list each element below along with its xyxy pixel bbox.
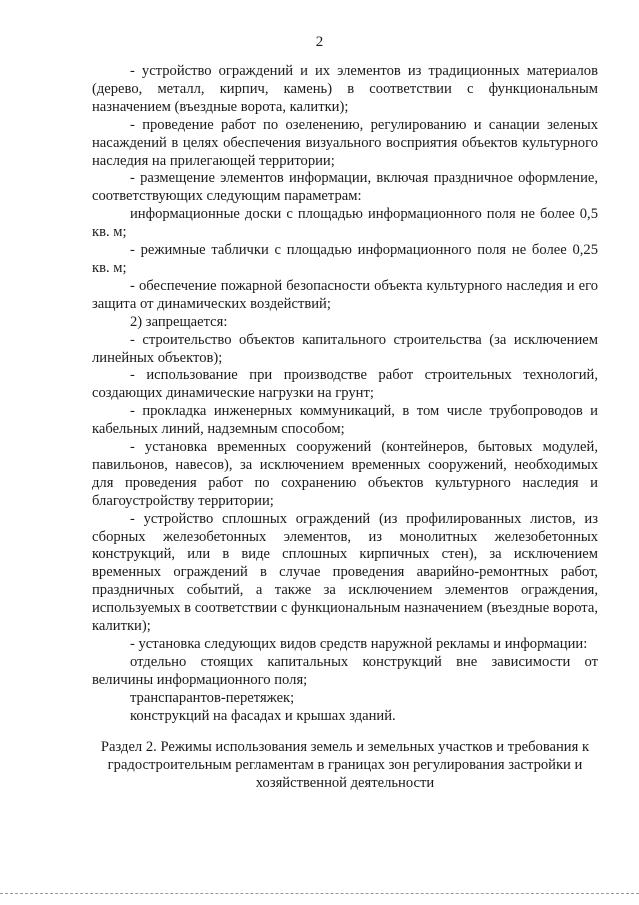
paragraph: - режимные таблички с площадью информационного поля не более 0,25 кв. м;	[92, 242, 598, 276]
paragraph: - прокладка инженерных коммуникаций, в том числе трубопроводов и кабельных линий, надземным способом;	[92, 403, 598, 438]
paragraph: отдельно стоящих капитальных конструкций вне зависимости от величины информационного поля;	[92, 653, 598, 688]
document-body	[92, 63, 598, 726]
paragraph: 2) запрещается:	[130, 313, 228, 330]
paragraph: - строительство объектов капитального строительства (за исключением линейных объектов);	[92, 331, 598, 366]
section-title: Раздел 2. Режимы использования земель и земельных участков и требования к градостроительным регламентам в границах зон регулирования застройки и хозяйственной деятельности	[100, 739, 590, 791]
page-bottom-edge	[0, 893, 639, 894]
paragraph: - обеспечение пожарной безопасности объекта культурного наследия и его защита от динамических воздействий;	[92, 277, 598, 312]
page-number: 2	[315, 34, 324, 50]
paragraph: конструкций на фасадах и крышах зданий.	[130, 707, 396, 724]
paragraph: - устройство ограждений и их элементов из традиционных материалов (дерево, металл, кирпич, камень) в соответствии с функциональным назначением (въездные ворота, калитки);	[92, 63, 598, 115]
paragraph: - проведение работ по озеленению, регулированию и санации зеленых насаждений в целях обеспечения визуального восприятия объектов культурного наследия на прилегающей территории;	[92, 116, 598, 169]
paragraph: информационные доски с площадью информационного поля не более 0,5 кв. м;	[92, 206, 598, 241]
paragraph: - установка следующих видов средств наружной рекламы и информации:	[130, 636, 588, 652]
paragraph: - установка временных сооружений (контейнеров, бытовых модулей, павильонов, навесов), за исключением временных сооружений, необходимых для проведения работ по сохранению объектов культурного наследия и благоустройству территории;	[92, 439, 598, 509]
paragraph: транспарантов-перетяжек;	[130, 689, 295, 706]
paragraph: - размещение элементов информации, включая праздничное оформление, соответствующих следующим параметрам:	[92, 170, 598, 205]
paragraph: - использование при производстве работ строительных технологий, создающих динамические нагрузки на грунт;	[92, 367, 598, 402]
paragraph: - устройство сплошных ограждений (из профилированных листов, из сборных железобетонных элементов, из монолитных железобетонных конструкций, или в виде сплошных кирпичных стен), за исключением временных ограждений в случае проведения аварийно-ремонтных работ, праздничных событий, а также за исключением элементов ограждения, используемых в соответствии с функциональным назначением (въездные ворота, калитки);	[92, 510, 598, 635]
